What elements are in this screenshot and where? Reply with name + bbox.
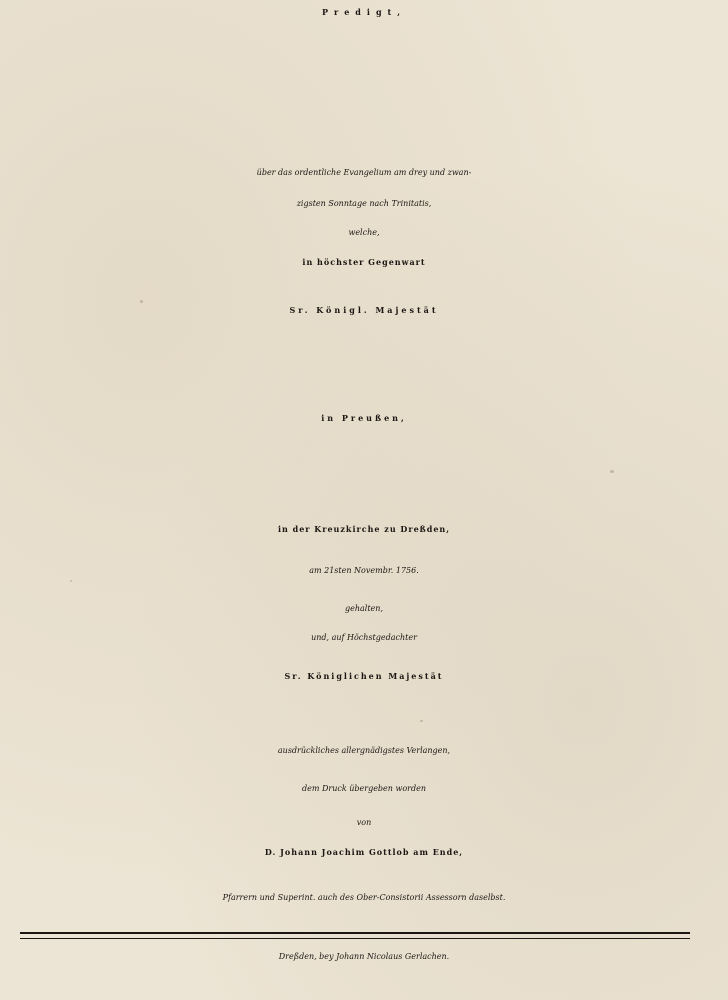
author-name: D. Johann Joachim Gottlob am Ende,: [264, 847, 464, 857]
church-line: in der Kreuzkirche zu Dreßden,: [277, 524, 451, 534]
sermon-title: Predigt,: [321, 7, 407, 17]
paper-speck: [420, 720, 423, 722]
subtitle-line-2: zigsten Sonntage nach Trinitatis,: [296, 199, 432, 208]
by-line: von: [356, 818, 372, 827]
paper-speck: [610, 470, 614, 473]
royal-title-line: Sr. Königl. Majestät: [289, 305, 439, 315]
royal-title-line-2: Sr. Königlichen Majestät: [284, 671, 444, 681]
subtitle-line-1: über das ordentliche Evangelium am drey und zwan-: [256, 168, 472, 177]
divider-rule-thin: [20, 938, 690, 939]
subtitle-line-3: welche,: [348, 228, 380, 237]
held-line: gehalten,: [345, 604, 383, 613]
presence-line: in höchster Gegenwart: [302, 257, 426, 267]
divider-rule: [20, 932, 690, 934]
imprint-line: Dreßden, bey Johann Nicolaus Gerlachen.: [278, 952, 450, 961]
print-line: dem Druck übergeben worden: [302, 784, 426, 793]
author-titles: Pfarrern und Superint. auch des Ober-Consistorii Assessorn daselbst.: [222, 893, 506, 902]
paper-speck: [140, 300, 143, 303]
wish-line: ausdrückliches allergnädigstes Verlangen,: [277, 746, 451, 755]
paper-speck: [70, 580, 72, 582]
prussia-line: in Preußen,: [321, 413, 407, 423]
date-line: am 21sten Novembr. 1756.: [309, 566, 419, 575]
request-line: und, auf Höchstgedachter: [311, 633, 417, 642]
